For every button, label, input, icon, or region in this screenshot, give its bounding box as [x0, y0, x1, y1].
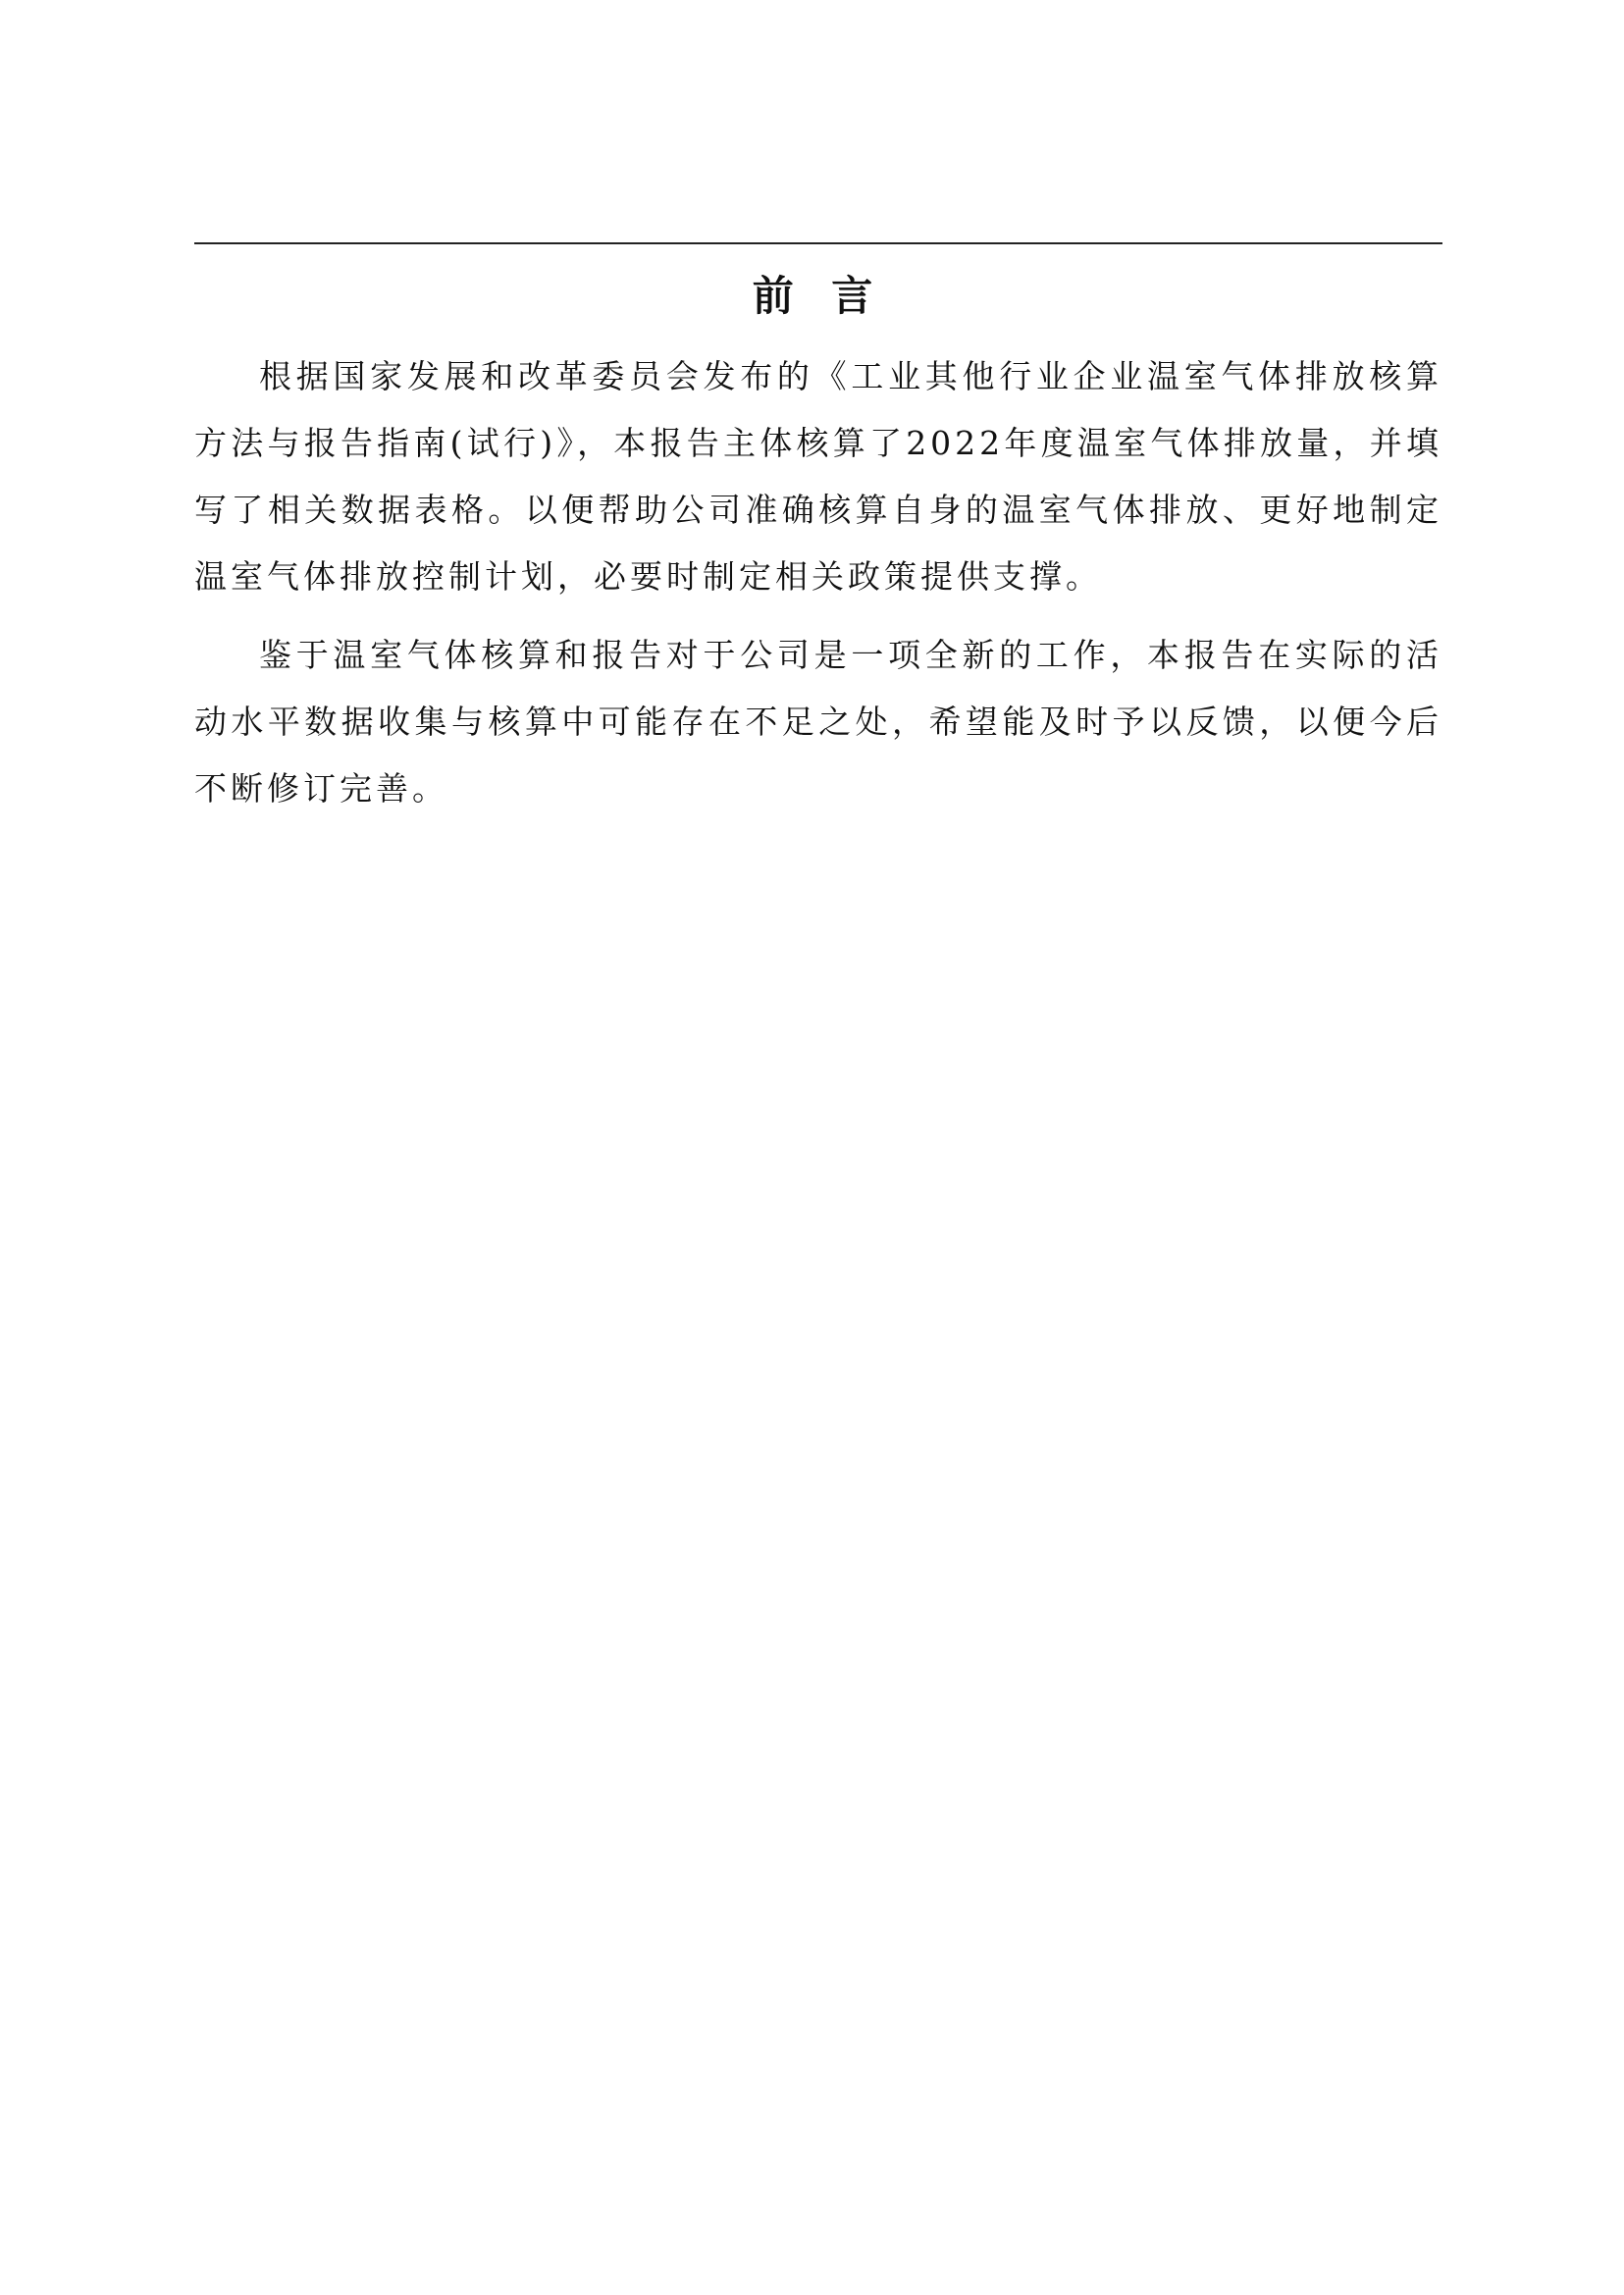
preface-body: [194, 343, 1442, 834]
header-rule: [194, 242, 1442, 244]
paragraph-1: 根据国家发展和改革委员会发布的《工业其他行业企业温室气体排放核算方法与报告指南(试行)》，本报告主体核算了2022年度温室气体排放量，并填写了相关数据表格。以便帮助公司准确核算自身的温室气体排放、更好地制定温室气体排放控制计划，必要时制定相关政策提供支撑。: [194, 357, 1442, 596]
page-title: 前 言: [752, 272, 885, 320]
paragraph-2: 鉴于温室气体核算和报告对于公司是一项全新的工作，本报告在实际的活动水平数据收集与核算中可能存在不足之处，希望能及时予以反馈，以便今后不断修订完善。: [194, 636, 1442, 808]
